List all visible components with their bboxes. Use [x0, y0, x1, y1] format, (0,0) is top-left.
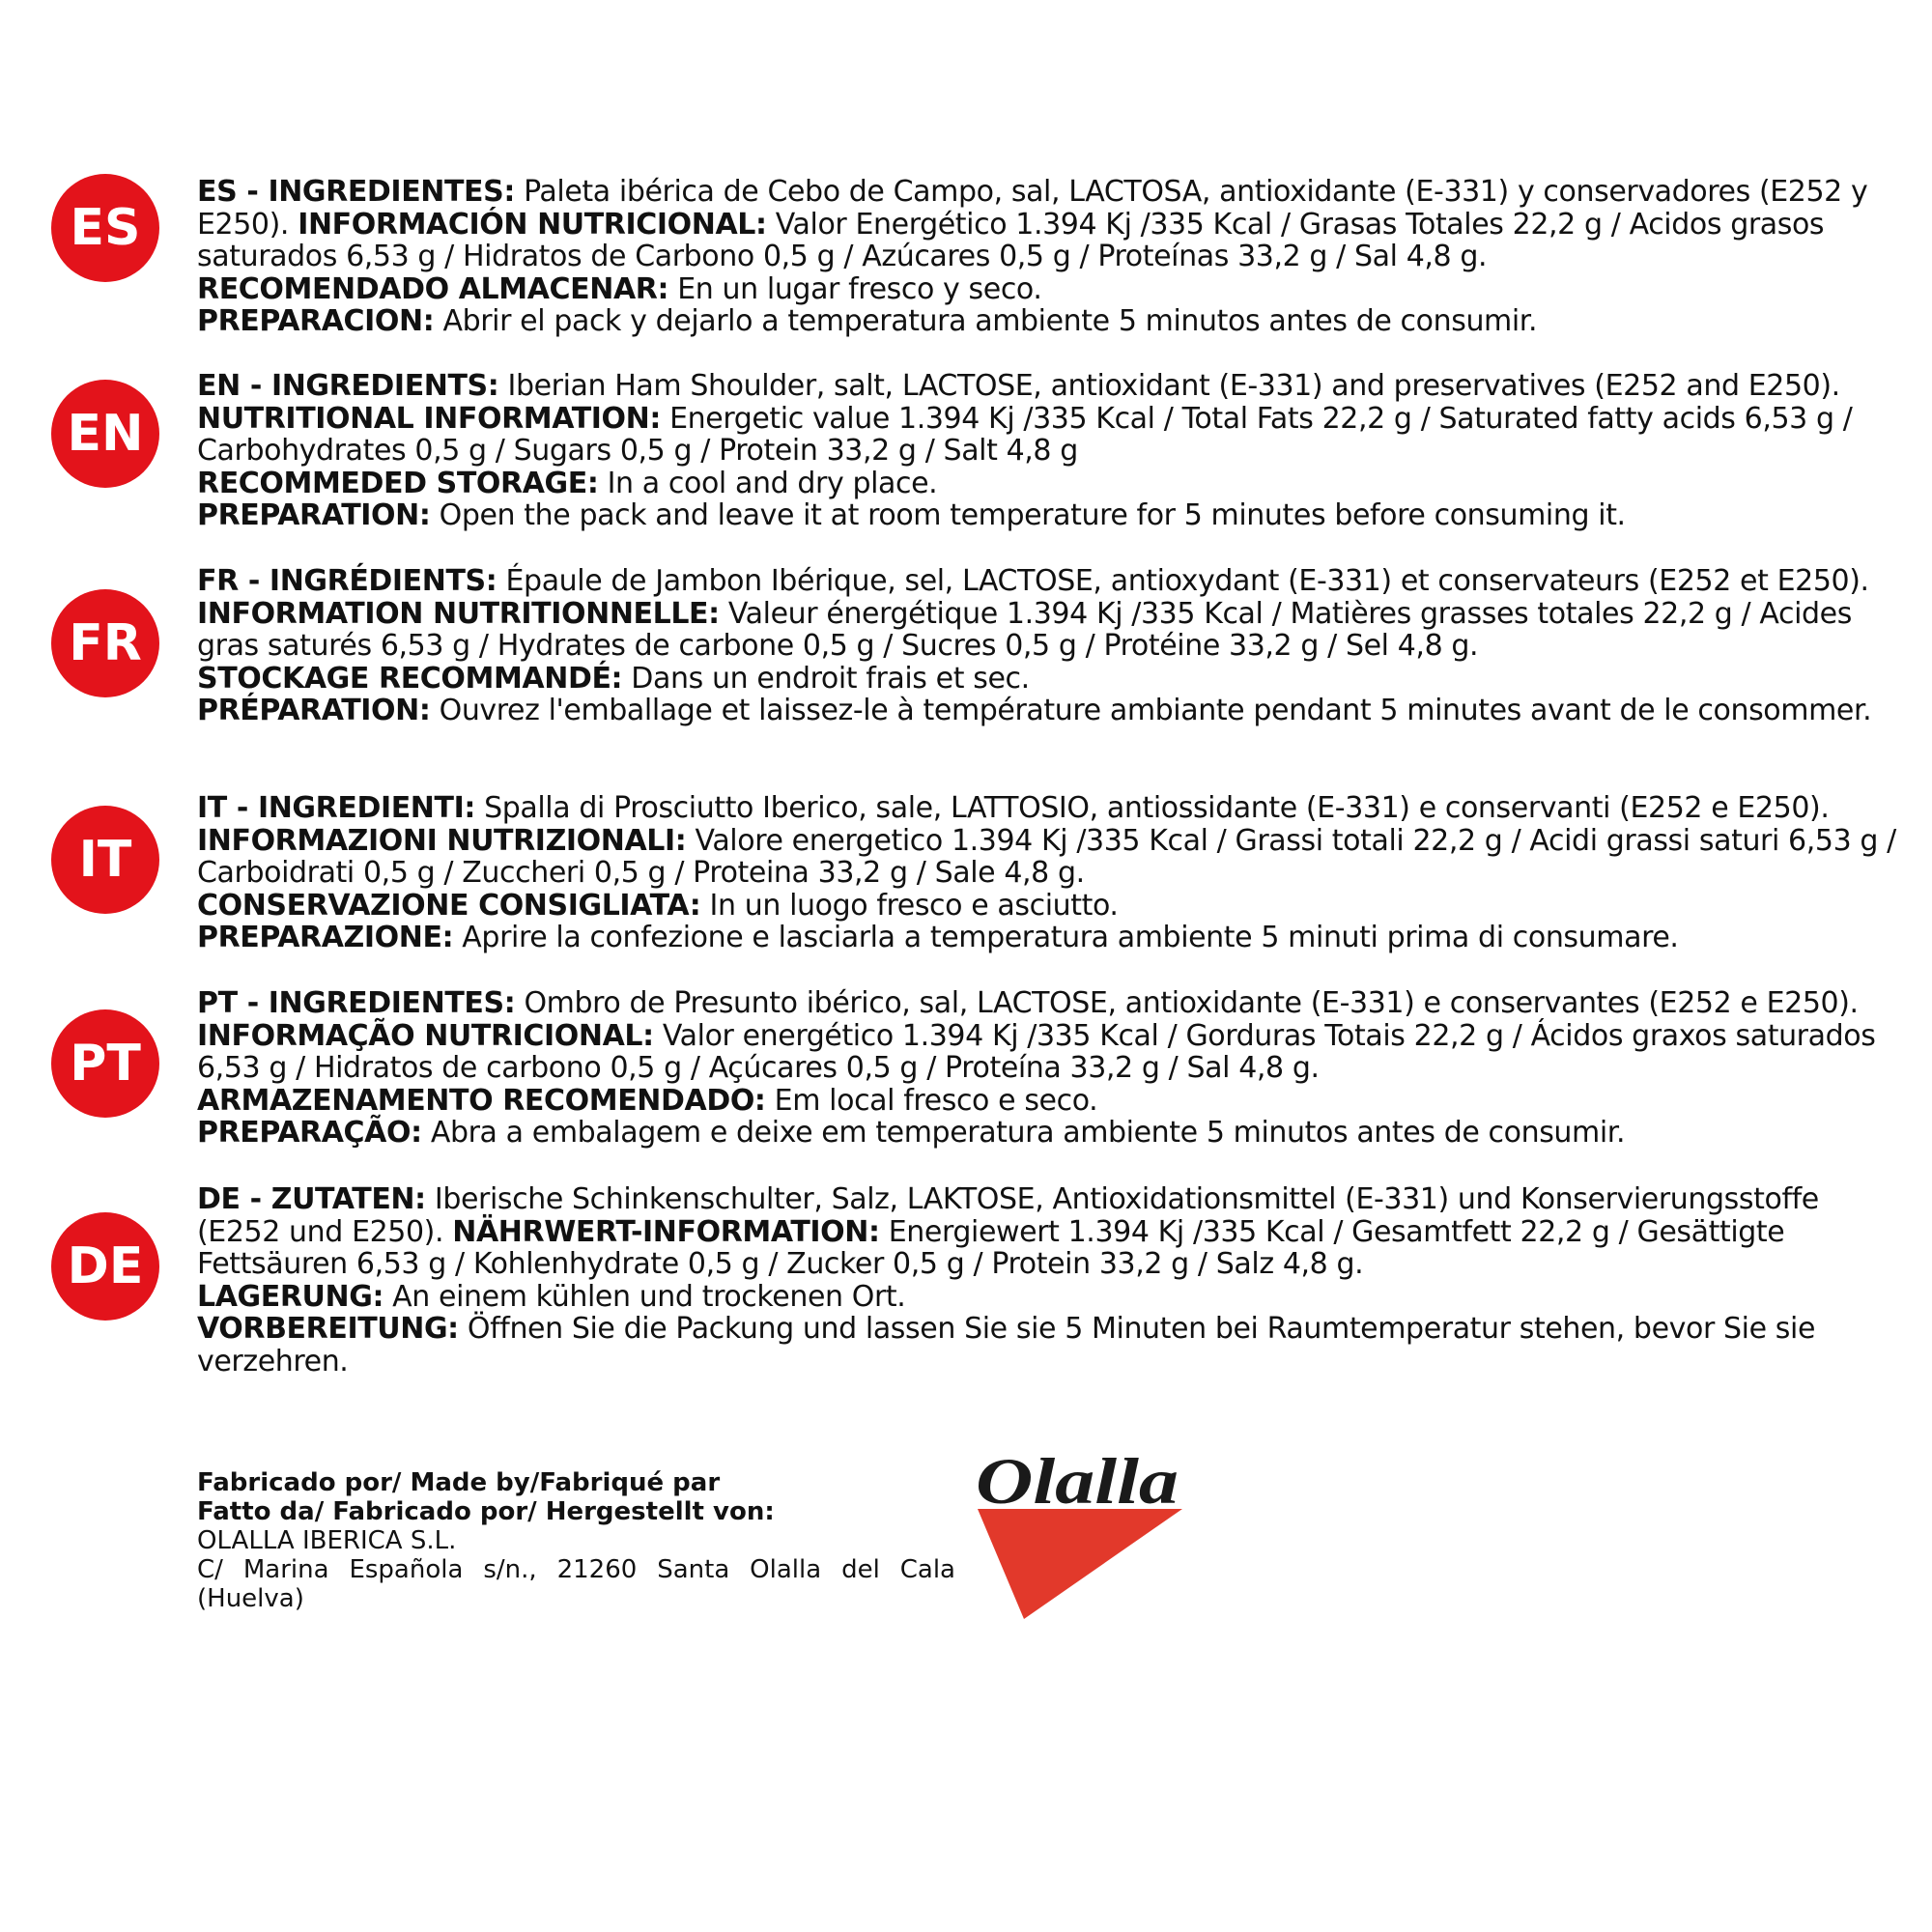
ingredients-paragraph [197, 565, 1907, 663]
manufacturer-info [197, 1468, 955, 1613]
nutrition-label: INFORMAÇÃO NUTRICIONAL: [197, 1018, 654, 1053]
nutrition-label: INFORMATION NUTRITIONNELLE: [197, 596, 720, 631]
company-address: C/ Marina Española s/n., 21260 Santa Olalla del Cala (Huelva) [197, 1555, 955, 1613]
section-text-fr [197, 565, 1907, 727]
ingredients-text: Iberische Schinkenschulter, Salz, LAKTOSE, Antioxidationsmittel (E-331) und Konservierungsstoffe (E252 und E250). [197, 1182, 1819, 1249]
storage-label: CONSERVAZIONE CONSIGLIATA: [197, 888, 701, 923]
storage-label: RECOMMEDED STORAGE: [197, 466, 599, 500]
storage-line [197, 468, 1907, 500]
logo-triangle [978, 1509, 1182, 1619]
preparation-text: Abra a embalagem e deixe em temperatura ambiente 5 minutos antes de consumir. [421, 1116, 1626, 1150]
ingredients-text: Paleta ibérica de Cebo de Campo, sal, LACTOSA, antioxidante (E-331) y conservadores (E252 y E250). [197, 175, 1868, 242]
storage-text: En un lugar fresco y seco. [668, 271, 1042, 306]
language-badge-it: IT [51, 806, 159, 914]
ingredients-text: Iberian Ham Shoulder, salt, LACTOSE, antioxidant (E-331) and preservatives (E252 and E250). [498, 369, 1840, 403]
preparation-label: PRÉPARATION: [197, 694, 431, 727]
nutrition-text: Energiewert 1.394 Kj /335 Kcal / Gesamtfett 22,2 g / Gesättigte Fettsäuren 6,53 g / Kohlenhydrate 0,5 g / Zucker 0,5 g / Protein 33,2 g / Salz 4,8 g. [197, 1214, 1785, 1281]
storage-label: LAGERUNG: [197, 1279, 384, 1314]
preparation-line [197, 499, 1907, 532]
ingredients-label: EN - INGREDIENTS: [197, 369, 499, 403]
section-text-de [197, 1183, 1907, 1378]
preparation-text: Öffnen Sie die Packung und lassen Sie sie 5 Minuten bei Raumtemperatur stehen, bevor Sie sie verzehren. [197, 1312, 1816, 1378]
section-text-pt [197, 987, 1907, 1150]
section-text-es [197, 176, 1907, 338]
preparation-label: PREPARAZIONE: [197, 921, 454, 954]
preparation-line [197, 305, 1907, 338]
ingredients-paragraph [197, 792, 1907, 890]
ingredients-label: ES - INGREDIENTES: [197, 175, 515, 209]
preparation-text: Aprire la confezione e lasciarla a temperatura ambiente 5 minuti prima di consumare. [453, 921, 1679, 954]
language-badge-fr: FR [51, 589, 159, 697]
preparation-label: PREPARACION: [197, 304, 435, 338]
ingredients-text: Épaule de Jambon Ibérique, sel, LACTOSE, antioxydant (E-331) et conservateurs (E252 et E250). [497, 564, 1869, 598]
made-by-line-1: Fabricado por/ Made by/Fabriqué par [197, 1468, 721, 1497]
storage-line [197, 1085, 1907, 1118]
nutrition-text: Valor Energético 1.394 Kj /335 Kcal / Grasas Totales 22,2 g / Acidos grasos saturados 6,53 g / Hidratos de Carbono 0,5 g / Azúcares 0,5 g / Proteínas 33,2 g / Sal 4,8 g. [197, 207, 1825, 273]
storage-line [197, 273, 1907, 306]
ingredients-paragraph [197, 176, 1907, 273]
preparation-label: PREPARAÇÃO: [197, 1116, 422, 1150]
olalla-logo [976, 1449, 1183, 1623]
ingredients-paragraph [197, 987, 1907, 1085]
made-by-line-2: Fatto da/ Fabricado por/ Hergestellt von: [197, 1497, 775, 1526]
nutrition-label: INFORMACIÓN NUTRICIONAL: [298, 207, 767, 242]
language-badge-es: ES [51, 174, 159, 282]
ingredients-label: FR - INGRÉDIENTS: [197, 564, 497, 598]
language-badge-pt: PT [51, 1009, 159, 1118]
ingredients-paragraph [197, 370, 1907, 468]
section-text-it [197, 792, 1907, 954]
storage-label: STOCKAGE RECOMMANDÉ: [197, 661, 623, 696]
storage-text: Dans un endroit frais et sec. [622, 661, 1030, 696]
ingredients-text: Spalla di Prosciutto Iberico, sale, LATTOSIO, antiossidante (E-331) e conservanti (E252 e E250). [474, 791, 1830, 825]
storage-text: Em local fresco e seco. [765, 1083, 1098, 1118]
nutrition-text: Energetic value 1.394 Kj /335 Kcal / Total Fats 22,2 g / Saturated fatty acids 6,53 g / Carbohydrates 0,5 g / Sugars 0,5 g / Protein 33,2 g / Salt 4,8 g [197, 401, 1853, 468]
ingredients-text: Ombro de Presunto ibérico, sal, LACTOSE, antioxidante (E-331) e conservantes (E252 e E250). [515, 986, 1859, 1020]
nutrition-label: NÄHRWERT-INFORMATION: [452, 1214, 880, 1249]
ingredients-label: DE - ZUTATEN: [197, 1182, 426, 1216]
preparation-text: Abrir el pack y dejarlo a temperatura ambiente 5 minutos antes de consumir. [434, 304, 1538, 338]
storage-label: ARMAZENAMENTO RECOMENDADO: [197, 1083, 766, 1118]
company-name: OLALLA IBERICA S.L. [197, 1526, 457, 1555]
storage-text: In a cool and dry place. [598, 466, 938, 500]
nutrition-label: INFORMAZIONI NUTRIZIONALI: [197, 823, 687, 858]
ingredients-label: IT - INGREDIENTI: [197, 791, 475, 825]
storage-line [197, 890, 1907, 923]
language-badge-de: DE [51, 1212, 159, 1321]
logo-wordmark: Olalla [976, 1449, 1179, 1518]
language-badge-en: EN [51, 380, 159, 488]
nutrition-text: Valeur énergétique 1.394 Kj /335 Kcal / Matières grasses totales 22,2 g / Acides gras saturés 6,53 g / Hydrates de carbone 0,5 g / Sucres 0,5 g / Protéine 33,2 g / Sel 4,8 g. [197, 596, 1852, 663]
storage-label: RECOMENDADO ALMACENAR: [197, 271, 669, 306]
storage-text: In un luogo fresco e asciutto. [700, 888, 1119, 923]
section-text-en [197, 370, 1907, 532]
preparation-text: Open the pack and leave it at room temperature for 5 minutes before consuming it. [430, 498, 1626, 532]
preparation-label: PREPARATION: [197, 498, 431, 532]
storage-text: An einem kühlen und trockenen Ort. [384, 1279, 906, 1314]
ingredients-paragraph [197, 1183, 1907, 1281]
nutrition-label: NUTRITIONAL INFORMATION: [197, 401, 661, 436]
preparation-label: VORBEREITUNG: [197, 1312, 459, 1346]
preparation-line [197, 1313, 1907, 1378]
nutrition-text: Valore energetico 1.394 Kj /335 Kcal / Grassi totali 22,2 g / Acidi grassi saturi 6,53 g / Carboidrati 0,5 g / Zuccheri 0,5 g / Proteina 33,2 g / Sale 4,8 g. [197, 823, 1896, 890]
nutrition-text: Valor energético 1.394 Kj /335 Kcal / Gorduras Totais 22,2 g / Ácidos graxos saturados 6,53 g / Hidratos de carbono 0,5 g / Açúcares 0,5 g / Proteína 33,2 g / Sal 4,8 g. [197, 1018, 1876, 1085]
preparation-line [197, 695, 1907, 727]
preparation-line [197, 1117, 1907, 1150]
storage-line [197, 1281, 1907, 1314]
ingredients-label: PT - INGREDIENTES: [197, 986, 516, 1020]
preparation-line [197, 922, 1907, 954]
storage-line [197, 663, 1907, 696]
preparation-text: Ouvrez l'emballage et laissez-le à température ambiante pendant 5 minutes avant de le consommer. [430, 694, 1872, 727]
